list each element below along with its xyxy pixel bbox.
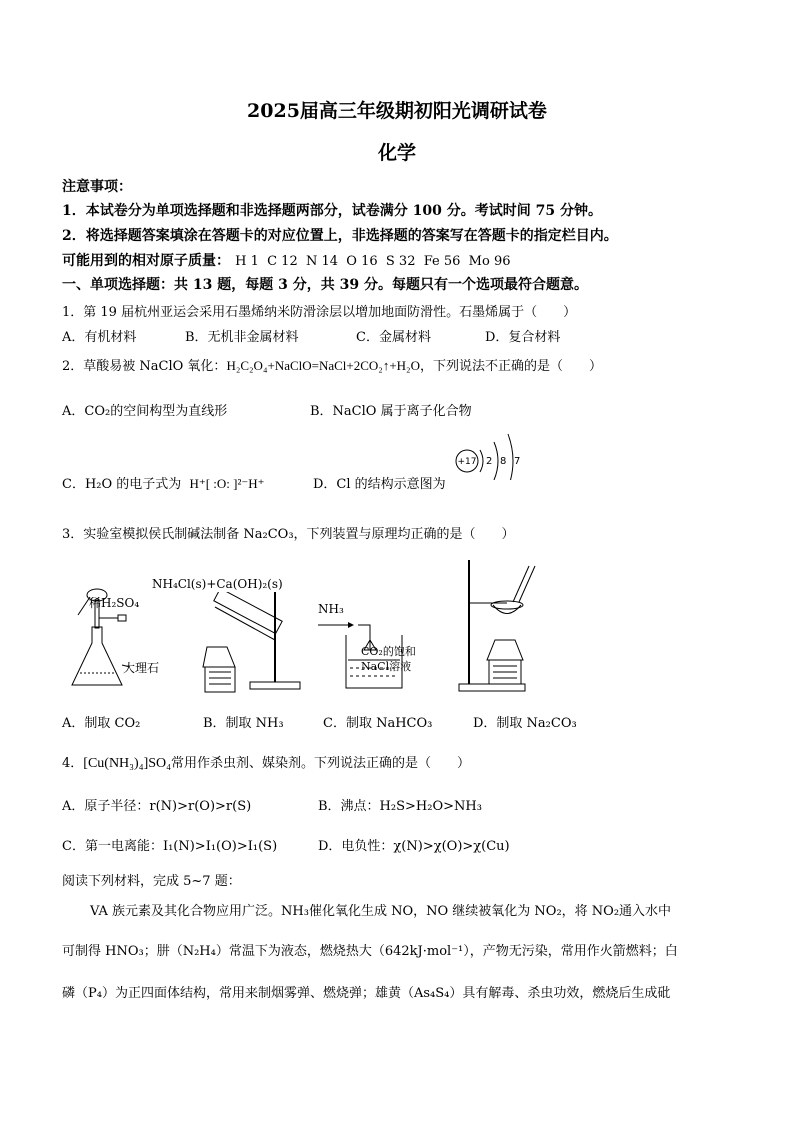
chlorine-structure-diagram [450, 428, 530, 480]
q3-stem: 3．实验室模拟侯氏制碱法制备 Na₂CO₃，下列装置与原理均正确的是（ ） [62, 527, 515, 542]
q4-option-b: B．沸点：H₂S>H₂O>NH₃ [318, 799, 482, 814]
reading-intro: 阅读下列材料，完成 5~7 题： [62, 874, 241, 889]
reading-line-1: VA 族元素及其化合物应用广泛。NH₃催化氧化生成 NO，NO 继续被氧化为 NO₂，将 NO₂通入水中 [90, 904, 672, 919]
reagent-label: NH₄Cl(s)+Ca(OH)₂(s) [152, 577, 283, 591]
q2-equation: H₂C₂O₄+NaClO=NaCl+2CO₂↑+H₂O [226, 358, 420, 373]
exam-title: 2025届高三年级期初阳光调研试卷 [247, 100, 547, 122]
q1-option-c: C．金属材料 [356, 330, 431, 345]
q1-stem: 1．第 19 届杭州亚运会采用石墨烯纳米防滑涂层以增加地面防滑性。石墨烯属于（ ） [62, 305, 577, 320]
notice-item-1: 1．本试卷分为单项选择题和非选择题两部分，试卷满分 100 分。考试时间 75 分钟。 [62, 203, 602, 219]
q2-option-c-label: C．H₂O 的电子式为 [62, 477, 182, 492]
solution-label-1: CO₂的饱和 [361, 645, 416, 658]
q4-stem-a: 4． [62, 756, 84, 771]
atomic-masses-label: 可能用到的相对原子质量： [62, 253, 230, 269]
water-electron-formula: H⁺[ :O: ]²⁻H⁺ [189, 476, 265, 491]
q2-stem [62, 355, 602, 374]
section-1-heading: 一、单项选择题：共 13 题，每题 3 分，共 39 分。每题只有一个选项最符合题意。 [62, 277, 588, 293]
q2-stem-c: ，下列说法不正确的是（ ） [419, 359, 602, 374]
ammonia-label: NH₃ [318, 602, 344, 616]
acid-label: 稀H₂SO₄ [89, 596, 140, 610]
subject-title: 化学 [377, 142, 416, 164]
q2-option-d: D．Cl 的结构示意图为 [313, 477, 446, 492]
q3-option-d: D．制取 Na₂CO₃ [473, 716, 577, 731]
solution-label-2: NaCl溶液 [361, 660, 412, 673]
q1-option-a: A．有机材料 [62, 330, 137, 345]
q3-option-b: B．制取 NH₃ [203, 716, 284, 731]
reading-line-3: 磷（P₄）为正四面体结构，常用来制烟雾弹、燃烧弹；雄黄（As₄S₄）具有解毒、杀虫功效，燃烧后生成砒 [62, 986, 671, 1001]
notice-item-2: 2．将选择题答案填涂在答题卡的对应位置上，非选择题的答案写在答题卡的指定栏目内。 [62, 228, 618, 244]
shell-2-count: 8 [500, 456, 507, 467]
q2-stem-a: 2．草酸易被 NaClO 氧化： [62, 359, 227, 374]
apparatus-b-image [195, 592, 305, 697]
shell-1-count: 2 [486, 456, 493, 467]
q4-option-c: C．第一电离能：I₁(N)>I₁(O)>I₁(S) [62, 839, 278, 854]
q4-stem [62, 752, 470, 772]
apparatus-d-image [455, 560, 545, 695]
copper-complex-formula: [Cu(NH₃)₄]SO₄ [83, 756, 172, 771]
q4-option-a: A．原子半径：r(N)>r(O)>r(S) [62, 799, 252, 814]
q2-option-a: A．CO₂的空间构型为直线形 [62, 404, 228, 419]
shell-3-count: 7 [514, 456, 521, 467]
notice-heading: 注意事项： [62, 179, 132, 195]
q2-option-b: B．NaClO 属于离子化合物 [310, 404, 472, 419]
nucleus-charge: +17 [457, 457, 477, 467]
reading-line-2: 可制得 HNO₃；肼（N₂H₄）常温下为液态，燃烧热大（642kJ·mol⁻¹），产物无污染，常用作火箭燃料；白 [62, 944, 678, 959]
atomic-masses-line [62, 250, 511, 270]
q1-option-b: B．无机非金属材料 [185, 330, 299, 345]
q1-option-d: D．复合材料 [485, 330, 561, 345]
marble-label: 大理石 [123, 661, 160, 675]
q2-option-c [62, 473, 264, 492]
q3-option-c: C．制取 NaHCO₃ [323, 716, 433, 731]
atomic-masses-values: H 1 C 12 N 14 O 16 S 32 Fe 56 Mo 96 [235, 254, 511, 269]
q4-option-d: D．电负性：χ(N)>χ(O)>χ(Cu) [318, 839, 510, 854]
q4-stem-b: 常用作杀虫剂、媒染剂。下列说法正确的是（ ） [171, 756, 471, 771]
q3-option-a: A．制取 CO₂ [62, 716, 141, 731]
